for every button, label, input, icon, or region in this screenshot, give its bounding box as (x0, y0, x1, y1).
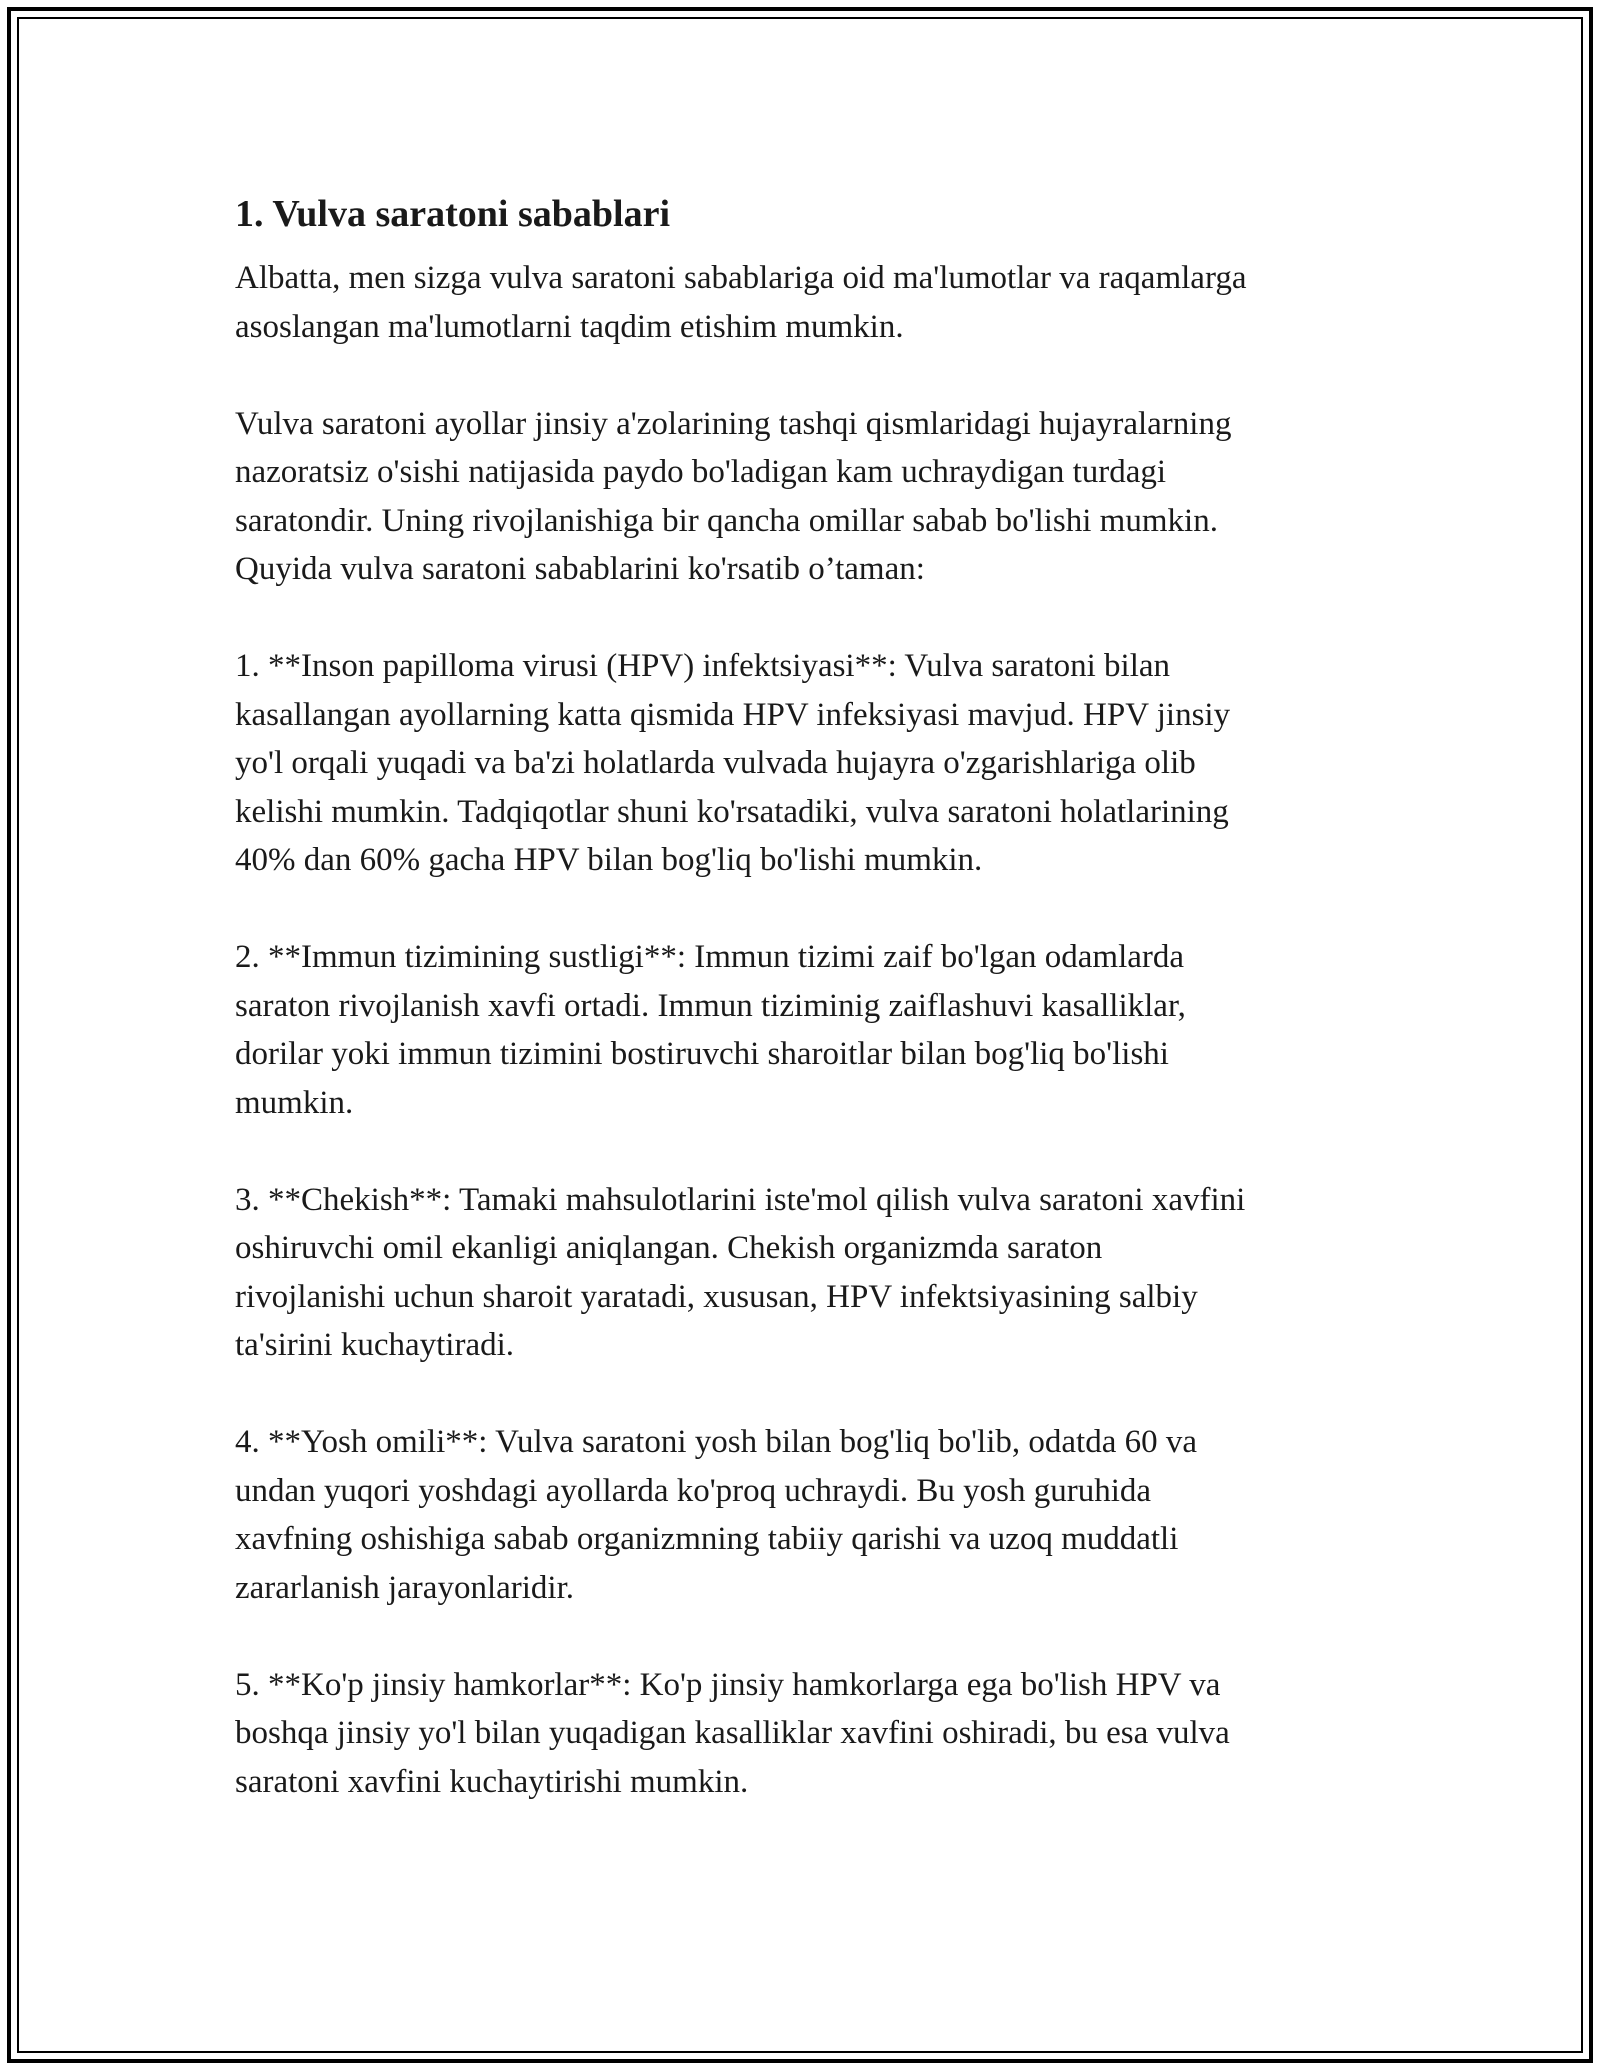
document-title: 1. Vulva saratoni sabablari (235, 193, 670, 235)
cause-item-immune: 2. **Immun tizimining sustligi**: Immun tizimi zaif bo'lgan odamlarda saraton rivojlanish xavfi ortadi. Immun tiziminig zaiflashuvi kasalliklar, dorilar yoki immun tizimini bostiruvchi sharoitlar bilan bog'liq bo'lishi mumkin. (235, 939, 1186, 1121)
overview-paragraph: Vulva saratoni ayollar jinsiy a'zolarining tashqi qismlaridagi hujayralarning nazoratsiz o'sishi natijasida paydo bo'ladigan kam uchraydigan turdagi saratondir. Uning rivojlanishiga bir qancha omillar sabab bo'lishi mumkin. Quyida vulva saratoni sabablarini ko'rsatib o’taman: (235, 405, 1232, 587)
cause-item-age: 4. **Yosh omili**: Vulva saratoni yosh bilan bog'liq bo'lib, odatda 60 va undan yuqori yoshdagi ayollarda ko'proq uchraydi. Bu yosh guruhida xavfning oshishiga sabab organizmning tabiiy qarishi va uzoq muddatli zararlanish jarayonlaridir. (235, 1424, 1197, 1606)
cause-item-partners: 5. **Ko'p jinsiy hamkorlar**: Ko'p jinsiy hamkorlarga ega bo'lish HPV va boshqa jinsiy yo'l bilan yuqadigan kasalliklar xavfini oshiradi, bu esa vulva saratoni xavfini kuchaytirishi mumkin. (235, 1666, 1230, 1800)
intro-paragraph: Albatta, men sizga vulva saratoni sabablariga oid ma'lumotlar va raqamlarga asoslangan ma'lumotlarni taqdim etishim mumkin. (235, 260, 1247, 345)
cause-item-smoking: 3. **Chekish**: Tamaki mahsulotlarini iste'mol qilish vulva saratoni xavfini oshiruvchi omil ekanligi aniqlangan. Chekish organizmda saraton rivojlanishi uchun sharoit yaratadi, xususan, HPV infektsiyasining salbiy ta'sirini kuchaytiradi. (235, 1181, 1246, 1363)
cause-item-hpv: 1. **Inson papilloma virusi (HPV) infektsiyasi**: Vulva saratoni bilan kasallangan ayollarning katta qismida HPV infeksiyasi mavjud. HPV jinsiy yo'l orqali yuqadi va ba'zi holatlarda vulvada hujayra o'zgarishlariga olib kelishi mumkin. Tadqiqotlar shuni ko'rsatadiki, vulva saratoni holatlarining 40% dan 60% gacha HPV bilan bog'liq bo'lishi mumkin. (235, 648, 1231, 878)
document-body (235, 190, 1365, 1806)
